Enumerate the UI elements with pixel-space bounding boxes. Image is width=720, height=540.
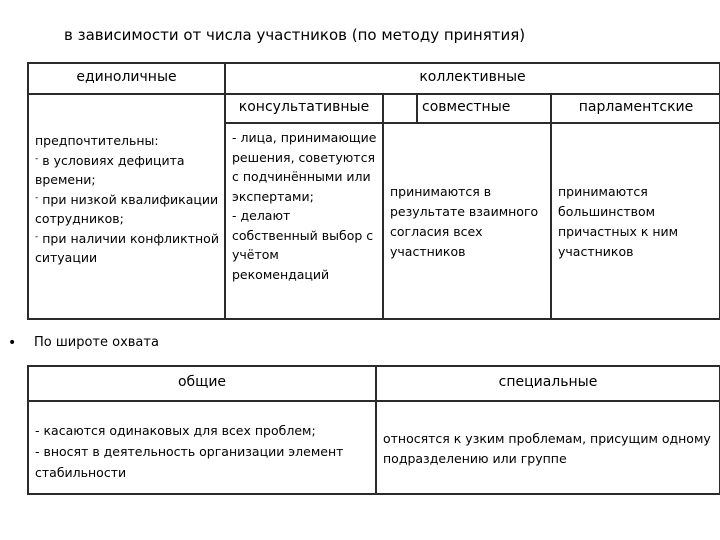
list-item: - в условиях дефицита времени; bbox=[35, 153, 185, 187]
bullet-icon: • bbox=[8, 335, 17, 351]
table-divider bbox=[382, 95, 384, 320]
individual-cell bbox=[35, 131, 220, 267]
joint-cell: принимаются в результате взаимного согласия всех участников bbox=[390, 184, 539, 259]
table-divider bbox=[225, 122, 720, 124]
table-divider bbox=[27, 93, 720, 95]
header-collective: коллективные bbox=[419, 69, 526, 85]
consultative-cell: - лица, принимающие решения, советуются с подчинёнными или экспертами; - делают собственный выбор с учётом рекомендаций bbox=[232, 130, 377, 282]
subheader-parliamentary: парламентские bbox=[578, 99, 694, 115]
list-item: - при низкой квалификации сотрудников; bbox=[35, 192, 219, 226]
section-heading: в зависимости от числа участников (по методу принятия) bbox=[64, 26, 526, 44]
table-divider bbox=[550, 95, 552, 320]
header-special: специальные bbox=[498, 374, 598, 390]
table-divider bbox=[27, 400, 720, 402]
header-general: общие bbox=[177, 374, 227, 390]
subheader-joint: совместные bbox=[422, 99, 511, 115]
individual-title: предпочтительны: bbox=[35, 133, 159, 148]
list-item: - при наличии конфликтной ситуации bbox=[35, 231, 219, 265]
special-cell: относятся к узким проблемам, присущим одному подразделению или группе bbox=[383, 431, 711, 466]
bullet-text: По широте охвата bbox=[34, 335, 159, 350]
parliamentary-cell: принимаются большинством причастных к ним участников bbox=[558, 184, 679, 259]
general-cell: - касаются одинаковых для всех проблем; - вносят в деятельность организации элемент стабильности bbox=[35, 423, 344, 480]
header-individual: единоличные bbox=[76, 69, 177, 85]
subheader-consultative: консультативные bbox=[238, 99, 370, 115]
